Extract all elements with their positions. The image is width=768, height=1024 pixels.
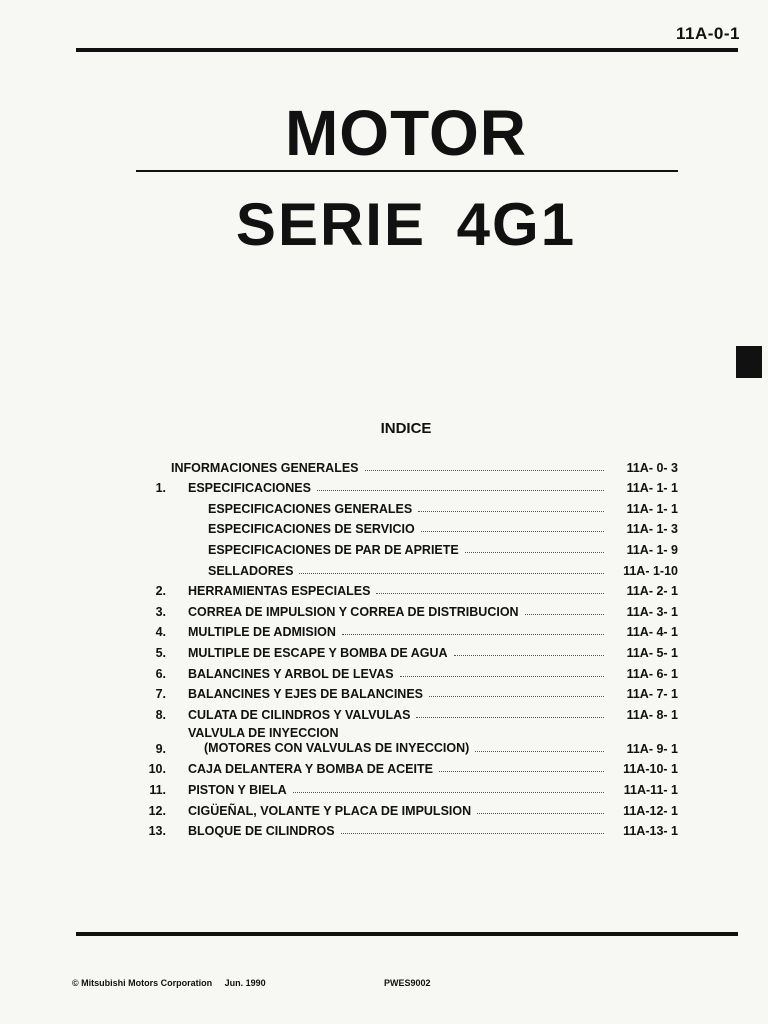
toc-entry-label: MULTIPLE DE ADMISION	[188, 625, 336, 640]
toc-entry-number: 2.	[155, 584, 166, 599]
toc-entry-page: 11A- 2- 1	[626, 584, 678, 599]
title-divider	[136, 170, 678, 172]
toc-entry-page: 11A- 0- 3	[626, 460, 678, 475]
title-series: SERIE 4G1	[235, 191, 577, 258]
toc-entry-number: 3.	[155, 604, 166, 619]
section-tab-marker	[736, 346, 762, 378]
toc-entry-page: 11A- 3- 1	[626, 604, 678, 619]
toc-entry-page: 11A- 5- 1	[626, 645, 678, 660]
toc-entry-number: 11.	[149, 782, 166, 797]
toc-entry-page: 11A-10- 1	[623, 762, 678, 777]
toc-entry-label: CULATA DE CILINDROS Y VALVULAS	[188, 707, 411, 722]
toc-entry	[140, 776, 678, 797]
top-rule	[76, 48, 738, 52]
toc-leader-dots	[365, 470, 604, 471]
toc-leader-dots	[421, 531, 604, 532]
toc-entry	[140, 681, 678, 702]
toc-entry-label: VALVULA DE INYECCION	[188, 725, 339, 740]
page-number: 11A-0-1	[676, 24, 740, 43]
toc-entry-number: 5.	[155, 645, 166, 660]
toc-entry-number: 12.	[148, 803, 166, 818]
toc-entry	[140, 598, 678, 619]
toc-entry-page: 11A-13- 1	[623, 824, 678, 839]
toc-entry-page: 11A- 1- 1	[626, 481, 678, 496]
toc-entry-label: INFORMACIONES GENERALES	[171, 460, 359, 475]
toc-entry-label: PISTON Y BIELA	[188, 782, 287, 797]
toc-entry-number: 13.	[148, 824, 166, 839]
toc-entry-number: 1.	[155, 481, 166, 496]
bottom-rule	[76, 932, 738, 936]
toc-entry-label: CORREA DE IMPULSION Y CORREA DE DISTRIBUCION	[188, 604, 519, 619]
toc-entry-page: 11A- 9- 1	[626, 741, 678, 756]
toc-leader-dots	[475, 751, 604, 752]
toc-entry	[140, 454, 678, 475]
toc-entry-page: 11A- 1-10	[623, 563, 678, 578]
toc-entry-page: 11A- 1- 3	[626, 522, 678, 537]
toc-entry-page: 11A-12- 1	[623, 803, 678, 818]
toc-entry	[140, 495, 678, 516]
toc-entry	[140, 475, 678, 496]
footer	[72, 978, 276, 988]
title-main: MOTOR	[284, 97, 528, 169]
toc-entry	[140, 756, 678, 777]
toc-entry-number: 10.	[148, 762, 166, 777]
toc-entry	[140, 536, 678, 557]
toc-leader-dots	[376, 593, 604, 594]
toc-leader-dots	[525, 614, 604, 615]
toc-entry	[140, 619, 678, 640]
toc-entry-label: CIGÜEÑAL, VOLANTE Y PLACA DE IMPULSION	[188, 803, 472, 818]
toc-entry	[140, 722, 678, 756]
footer-date: Jun. 1990	[224, 978, 266, 988]
toc-entry-label: BLOQUE DE CILINDROS	[188, 824, 335, 839]
toc-entry	[140, 639, 678, 660]
toc-leader-dots	[341, 833, 604, 834]
toc-leader-dots	[400, 676, 604, 677]
toc-entry-label: ESPECIFICACIONES GENERALES	[208, 501, 413, 516]
toc-entry	[140, 578, 678, 599]
toc-entry-page: 11A- 4- 1	[626, 625, 678, 640]
toc-entry	[140, 818, 678, 839]
toc-entry-label: SELLADORES	[208, 563, 294, 578]
toc-entry	[140, 797, 678, 818]
toc-entry-page: 11A- 8- 1	[626, 707, 678, 722]
toc-entry	[140, 557, 678, 578]
toc-leader-dots	[465, 552, 604, 553]
toc-entry	[140, 701, 678, 722]
toc-entry-page: 11A- 1- 1	[626, 501, 678, 516]
toc-entry-number: 6.	[155, 666, 166, 681]
toc-leader-dots	[439, 771, 604, 772]
toc-leader-dots	[317, 490, 604, 491]
toc-entry	[140, 516, 678, 537]
toc-entry-label: ESPECIFICACIONES	[188, 481, 311, 496]
toc-leader-dots	[342, 634, 604, 635]
toc-entry-page: 11A- 7- 1	[626, 687, 678, 702]
toc-entry-label-group	[166, 726, 469, 756]
toc-entry-number: 9.	[155, 741, 166, 756]
toc-entry-page: 11A- 1- 9	[626, 542, 678, 557]
toc-entry-page: 11A- 6- 1	[626, 666, 678, 681]
toc-entry-page: 11A-11- 1	[623, 782, 678, 797]
toc-leader-dots	[454, 655, 604, 656]
toc-entry-label: MULTIPLE DE ESCAPE Y BOMBA DE AGUA	[188, 645, 448, 660]
footer-code: PWES9002	[384, 978, 431, 988]
toc-entry-label: CAJA DELANTERA Y BOMBA DE ACEITE	[188, 762, 433, 777]
table-of-contents	[140, 454, 678, 838]
toc-entry	[140, 660, 678, 681]
toc-entry-sublabel: (MOTORES CON VALVULAS DE INYECCION)	[204, 740, 470, 755]
toc-entry-number: 7.	[155, 687, 166, 702]
toc-entry-number: 8.	[155, 707, 166, 722]
toc-entry-label: BALANCINES Y ARBOL DE LEVAS	[188, 666, 394, 681]
footer-copyright: © Mitsubishi Motors Corporation	[72, 978, 213, 988]
toc-leader-dots	[477, 813, 604, 814]
toc-leader-dots	[429, 696, 604, 697]
index-heading: INDICE	[380, 420, 432, 437]
toc-leader-dots	[416, 717, 604, 718]
toc-entry-label: ESPECIFICACIONES DE SERVICIO	[208, 522, 415, 537]
toc-entry-number: 4.	[155, 625, 166, 640]
toc-entry-label: BALANCINES Y EJES DE BALANCINES	[188, 687, 423, 702]
toc-leader-dots	[293, 792, 604, 793]
toc-entry-label: HERRAMIENTAS ESPECIALES	[188, 584, 371, 599]
toc-leader-dots	[418, 511, 604, 512]
toc-leader-dots	[299, 573, 604, 574]
toc-entry-label: ESPECIFICACIONES DE PAR DE APRIETE	[208, 542, 459, 557]
